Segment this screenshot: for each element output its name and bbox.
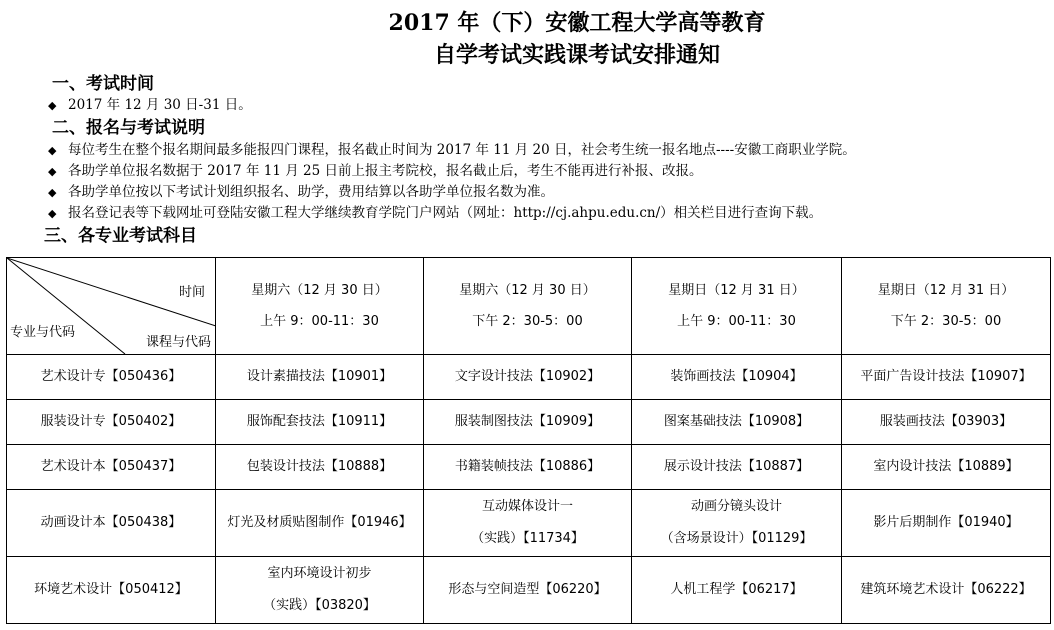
instruction-item: ◆ 报名登记表等下载网址可登陆安徽工程大学继续教育学院门户网站（网址：http://cj.ahpu.edu.cn/）相关栏目进行查询下载。 xyxy=(48,205,823,221)
section-heading-exam-time: 一、考试时间 xyxy=(52,74,154,94)
column-day: 星期日（12 月 31 日） xyxy=(877,283,1015,298)
instruction-item: ◆ 各助学单位报名数据于 2017 年 11 月 25 日前上报主考院校，报名截止后，考生不能再进行补报、改报。 xyxy=(48,163,703,179)
column-header xyxy=(632,258,842,355)
course-cell: 展示设计技法【10887】 xyxy=(632,445,842,490)
corner-time-label: 时间 xyxy=(178,285,205,300)
course-line: （实践）【11734】 xyxy=(471,531,584,546)
course-line: 动画分镜头设计 xyxy=(690,499,782,514)
document-title-line2: 自学考试实践课考试安排通知 xyxy=(433,42,720,68)
diamond-bullet-icon: ◆ xyxy=(48,186,57,199)
exam-time-item: ◆ 2017 年 12 月 30 日-31 日。 xyxy=(48,97,252,113)
instruction-item: ◆ 各助学单位按以下考试计划组织报名、助学，费用结算以各助学单位报名数为准。 xyxy=(48,184,554,200)
major-cell: 环境艺术设计【050412】 xyxy=(7,557,216,624)
major-cell: 艺术设计专【050436】 xyxy=(7,355,216,400)
course-line: 互动媒体设计一 xyxy=(481,499,573,514)
column-header xyxy=(842,258,1051,355)
course-cell: 灯光及材质贴图制作【01946】 xyxy=(216,490,424,557)
corner-course-label: 课程与代码 xyxy=(145,335,211,350)
section-heading-instructions: 二、报名与考试说明 xyxy=(52,118,205,138)
column-day: 星期日（12 月 31 日） xyxy=(668,283,805,298)
course-line: （实践）【03820】 xyxy=(263,598,376,613)
table-header-row xyxy=(7,258,1051,355)
table-row xyxy=(7,445,1051,490)
course-line: 室内环境设计初步 xyxy=(267,566,372,581)
diamond-bullet-icon: ◆ xyxy=(48,165,57,178)
course-line: （含场景设计）【01129】 xyxy=(660,531,813,546)
table-row xyxy=(7,400,1051,445)
column-day: 星期六（12 月 30 日） xyxy=(251,283,388,298)
table-row xyxy=(7,490,1051,557)
course-cell xyxy=(424,490,632,557)
diamond-bullet-icon: ◆ xyxy=(48,207,57,220)
course-cell: 书籍装帧技法【10886】 xyxy=(424,445,632,490)
section-heading-subjects: 三、各专业考试科目 xyxy=(44,226,197,246)
course-cell: 包装设计技法【10888】 xyxy=(216,445,424,490)
course-cell xyxy=(632,490,842,557)
course-cell: 文字设计技法【10902】 xyxy=(424,355,632,400)
major-cell: 艺术设计本【050437】 xyxy=(7,445,216,490)
course-cell: 影片后期制作【01940】 xyxy=(842,490,1051,557)
column-header xyxy=(424,258,632,355)
course-cell: 形态与空间造型【06220】 xyxy=(424,557,632,624)
table-row xyxy=(7,557,1051,624)
course-cell: 服装画技法【03903】 xyxy=(842,400,1051,445)
instruction-item: ◆ 每位考生在整个报名期间最多能报四门课程，报名截止时间为 2017 年 11 月 20 日，社会考生统一报名地点----安徽工商职业学院。 xyxy=(48,142,856,158)
column-time: 下午 2：30-5：00 xyxy=(890,314,1002,329)
column-time: 下午 2：30-5：00 xyxy=(472,314,583,329)
column-time: 上午 9：00-11：30 xyxy=(260,314,379,329)
course-cell: 设计素描技法【10901】 xyxy=(216,355,424,400)
course-cell: 装饰画技法【10904】 xyxy=(632,355,842,400)
diamond-bullet-icon: ◆ xyxy=(48,144,57,157)
course-cell: 服装制图技法【10909】 xyxy=(424,400,632,445)
course-cell: 建筑环境艺术设计【06222】 xyxy=(842,557,1051,624)
column-day: 星期六（12 月 30 日） xyxy=(459,283,596,298)
corner-header-cell xyxy=(7,258,216,355)
corner-major-label: 专业与代码 xyxy=(10,325,76,340)
table-row xyxy=(7,355,1051,400)
course-cell: 图案基础技法【10908】 xyxy=(632,400,842,445)
document-title-line1: 2017 年（下）安徽工程大学高等教育 xyxy=(388,10,766,36)
course-cell: 室内设计技法【10889】 xyxy=(842,445,1051,490)
major-cell: 服装设计专【050402】 xyxy=(7,400,216,445)
course-cell: 人机工程学【06217】 xyxy=(632,557,842,624)
major-cell: 动画设计本【050438】 xyxy=(7,490,216,557)
course-cell xyxy=(216,557,424,624)
column-header xyxy=(216,258,424,355)
course-cell: 平面广告设计技法【10907】 xyxy=(842,355,1051,400)
course-cell: 服饰配套技法【10911】 xyxy=(216,400,424,445)
exam-schedule-table xyxy=(6,257,1051,624)
diamond-bullet-icon: ◆ xyxy=(48,99,57,112)
column-time: 上午 9：00-11：30 xyxy=(677,314,796,329)
